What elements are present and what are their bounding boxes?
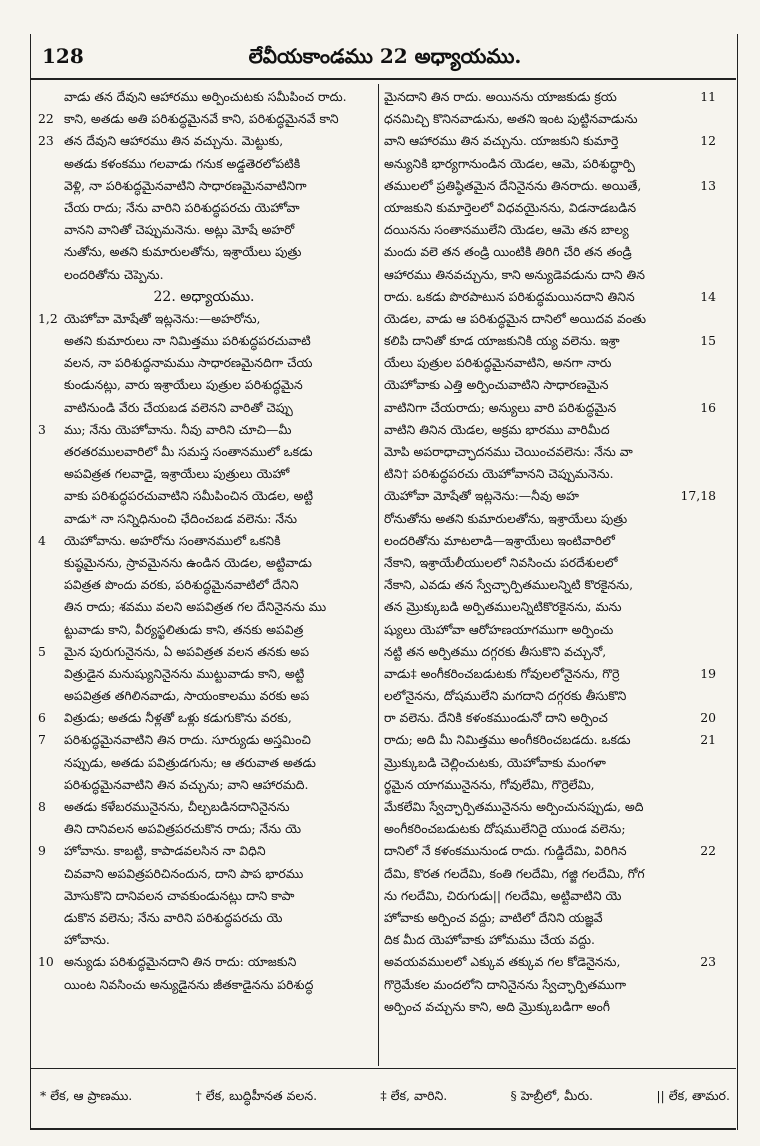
- verse-number: 8: [38, 799, 46, 814]
- text-line: [38, 840, 370, 862]
- footnotes: [40, 1076, 730, 1116]
- text-line: [38, 86, 370, 108]
- text-line: [384, 241, 716, 263]
- header-rule: [30, 78, 736, 80]
- verse-text: చేయ రాదు; నేను వారిని పరిశుద్ధపరచు యెహోవా: [64, 199, 300, 215]
- verse-text: కుష్ఠమైనను, స్రావమైనను ఉండిన యెడల, అట్టివాడు: [64, 554, 312, 570]
- verse-text: ధనమిచ్చి కొనినవాడును, అతని ఇంట పుట్టినవాడును: [384, 111, 638, 127]
- text-line: [38, 907, 370, 929]
- text-line: [384, 596, 716, 618]
- verse-text: మోసుకొని దానివలన చావకుండునట్లు దాని కాపా: [64, 887, 295, 903]
- verse-text: లందరితోను చెప్పెను.: [64, 266, 164, 282]
- verse-number: 5: [38, 643, 46, 659]
- verse-number: 23: [700, 954, 716, 970]
- verse-text: దానిలో నే కళంకమునుండ రాదు. గుడ్డిదేమి, విరిగిన: [384, 843, 627, 859]
- text-line: [384, 463, 716, 485]
- verse-text: టిని† పరిశుద్ధపరచు యెహోవానని చెప్పుమనెను.: [384, 466, 614, 482]
- verse-text: అవయవములలో ఎక్కువ తక్కువ గల కోడెనైనను,: [384, 954, 621, 970]
- text-line: [384, 752, 716, 774]
- verse-text: అన్యుడు పరిశుద్ధమైనదాని తిన రాదు: యాజకుని: [64, 954, 297, 970]
- footnote-rule: [30, 1068, 736, 1069]
- text-line: [384, 707, 716, 729]
- verse-text: మైనదాని తిన రాదు. అయినను యాజకుడు క్రయ: [384, 89, 617, 104]
- text-line: [384, 219, 716, 241]
- verse-number: 10: [38, 954, 54, 970]
- verse-text: నేకాని, ఇశ్రాయేలీయులలో నివసించు పరదేశులలో: [384, 554, 618, 570]
- verse-number: 14: [700, 288, 716, 304]
- verse-number: 13: [700, 177, 716, 193]
- verse-number: 6: [38, 710, 46, 726]
- text-line: [38, 707, 370, 729]
- verse-text: ర్థమైన యాగమునైనను, గోవులేమి, గొర్రెలేమి,: [384, 776, 595, 792]
- verse-number: 20: [700, 710, 716, 726]
- footnote: † లేక, బుద్ధిహీనత వలన.: [195, 1088, 318, 1103]
- verse-text: తములలో ప్రతిష్ఠితమైన దేనినైనను తినరాదు. అయితే,: [384, 177, 642, 193]
- verse-text: ము; నేను యెహోవాను. నీవు వారిని చూచి—మీ: [64, 421, 292, 437]
- verse-number: 1,2: [38, 310, 58, 326]
- text-line: [38, 330, 370, 352]
- text-line: [384, 663, 716, 685]
- text-line: [38, 441, 370, 463]
- text-line: [38, 286, 370, 308]
- text-line: [38, 752, 370, 774]
- text-line: [38, 153, 370, 175]
- text-line: [38, 108, 370, 130]
- text-line: [384, 974, 716, 996]
- text-line: [38, 219, 370, 241]
- verse-number: 22: [38, 111, 54, 127]
- bottom-rule: [30, 1128, 736, 1130]
- chapter-heading: 22. అధ్యాయము.: [153, 288, 255, 305]
- verse-text: వలన, నా పరిశుద్ధనామము సాధారణమైనదిగా చేయ: [64, 355, 313, 371]
- text-line: [384, 885, 716, 907]
- verse-text: పవిత్రత పొందు వరకు, పరిశుద్ధమైనవాటిలో దేనిని: [64, 577, 299, 593]
- verse-text: వానని వానితో చెప్పుమనెను. అట్లు మోషే అహరో: [64, 222, 295, 238]
- text-line: [38, 929, 370, 951]
- text-line: [38, 175, 370, 197]
- verse-number: 17,18: [680, 488, 716, 504]
- verse-text: తన మ్రొక్కుబడి అర్పితములన్నిటికొరకైనను, మను: [384, 599, 622, 615]
- verse-text: కాని, అతడు అతి పరిశుద్ధమైనవే కాని, పరిశుద్ధమైనవే కాని: [64, 111, 339, 127]
- text-line: [384, 574, 716, 596]
- text-line: [38, 574, 370, 596]
- text-line: [38, 685, 370, 707]
- text-line: [38, 508, 370, 530]
- verse-text: దేమి, కొరత గలదేమి, కంతి గలదేమి, గజ్జి గలదేమి, గోగ: [384, 865, 645, 881]
- text-line: [38, 485, 370, 507]
- text-line: [384, 108, 716, 130]
- text-line: [384, 685, 716, 707]
- text-line: [384, 552, 716, 574]
- text-line: [384, 840, 716, 862]
- footnote: § హెబ్రీలో, మీరు.: [510, 1088, 594, 1103]
- verse-text: హోవాకు అర్పించ వద్దు; వాటిలో దేనిని యజ్ఞవే: [384, 909, 603, 925]
- verse-number: 9: [38, 843, 46, 859]
- text-line: [38, 308, 370, 330]
- text-line: [384, 818, 716, 840]
- text-line: [384, 308, 716, 330]
- verse-text: యాజకుని కుమార్తెలలో విధవయైనను, విడనాడబడిన: [384, 199, 637, 215]
- verse-text: వెళ్లి, నా పరిశుద్ధమైనవాటిని సాధారణమైనవాటినిగా: [64, 177, 307, 193]
- text-line: [384, 907, 716, 929]
- text-line: [384, 286, 716, 308]
- verse-text: పరిశుద్ధమైనవాటిని తిన రాదు. సూర్యుడు అస్తమించి: [64, 732, 311, 748]
- column-divider: [378, 84, 379, 1066]
- verse-number: 23: [38, 133, 54, 149]
- verse-text: ట్టువాడు కాని, వీర్యస్ఖలితుడు కాని, తనకు అపవిత్ర: [64, 621, 304, 637]
- footnote: ‡ లేక, వారిని.: [380, 1088, 448, 1103]
- text-line: [38, 729, 370, 751]
- verse-text: మోపి అపరాధాచ్ఛాదనము చెయించవలెను: నేను వా: [384, 444, 633, 459]
- verse-text: లందరితోను మాటలాడి—ఇశ్రాయేలు ఇంటివారిలో: [384, 532, 615, 548]
- text-line: [38, 197, 370, 219]
- text-line: [38, 641, 370, 663]
- verse-text: వాటినిగా చేయరాదు; అన్యులు వారి పరిశుద్ధమైన: [384, 399, 617, 415]
- verse-text: యేలు పుత్రుల పరిశుద్ధమైనవాటిని, అనగా నారు: [384, 355, 612, 371]
- text-line: [384, 374, 716, 396]
- text-line: [384, 264, 716, 286]
- text-line: [384, 996, 716, 1018]
- text-line: [38, 374, 370, 396]
- verse-text: తన దేవుని ఆహారము తిన వచ్చును. మెట్టుకు,: [64, 133, 284, 149]
- verse-text: లలోనైనను, దోషములేని మగదాని దగ్గరకు తీసుకొని: [384, 688, 627, 704]
- verse-text: నట్టి తన అర్పితము దగ్గరకు తీసుకొని వచ్చునో,: [384, 643, 607, 659]
- text-line: [384, 485, 716, 507]
- verse-text: వాని ఆహారము తిన వచ్చును. యాజకుని కుమార్తె: [384, 133, 619, 149]
- verse-text: యెడల, వాడు ఆ పరిశుద్ధమైన దానిలో అయిదవ వంతు: [384, 310, 646, 326]
- verse-text: రాదు; అది మీ నిమిత్తము అంగీకరించబడదు. ఒకడు: [384, 732, 631, 748]
- verse-text: పరిశుద్ధమైనవాటిని తిన వచ్చును; వాని ఆహారమది.: [64, 776, 309, 792]
- verse-text: గొర్రెమేకల మందలోని దానినైనను స్వేచ్ఛార్పితముగా: [384, 976, 627, 992]
- text-line: [38, 663, 370, 685]
- verse-text: రాదు. ఒకడు పొరపాటున పరిశుద్ధమయినదాని తినిన: [384, 288, 635, 304]
- text-line: [384, 863, 716, 885]
- verse-number: 15: [700, 333, 716, 349]
- verse-text: దయినను సంతానములేని యెడల, ఆమె తన బాల్య: [384, 222, 629, 238]
- text-line: [384, 352, 716, 374]
- verse-number: 7: [38, 732, 46, 748]
- footnote: * లేక, ఆ ప్రాణము.: [40, 1088, 133, 1103]
- verse-text: హోవాను.: [64, 932, 110, 948]
- text-line: [384, 774, 716, 796]
- verse-number: 19: [700, 665, 716, 681]
- verse-text: మ్రొక్కుబడి చెల్లించుటకు, యెహోవాకు మంగళా: [384, 754, 606, 770]
- running-title: లేవీయకాండము 22 అధ్యాయము.: [248, 44, 522, 68]
- text-line: [38, 397, 370, 419]
- text-line: [38, 974, 370, 996]
- verse-text: వాటినుండి వేరు చేయబడ వలెనని వారితో చెప్పు: [64, 399, 293, 415]
- verse-number: 16: [700, 399, 716, 415]
- text-line: [38, 352, 370, 374]
- text-line: [38, 619, 370, 641]
- verse-text: రోనుతోను అతని కుమారులతోను, ఇశ్రాయేలు పుత్రు: [384, 510, 628, 526]
- verse-text: అపవిత్రత తగిలినవాడు, సాయంకాలము వరకు అప: [64, 688, 310, 704]
- verse-number: 12: [700, 133, 716, 149]
- verse-text: తిని దానివలన అపవిత్రపరచుకొన రాదు; నేను యె: [64, 821, 301, 837]
- text-line: [38, 774, 370, 796]
- text-line: [384, 508, 716, 530]
- left-column: [38, 86, 370, 996]
- verse-text: మందు వలె తన తండ్రి యింటికి తిరిగి చేరి తన తండ్రి: [384, 244, 632, 260]
- verse-text: వాటిని తినిన యెడల, అక్రమ భారము వారిమీద: [384, 421, 610, 437]
- text-line: [384, 397, 716, 419]
- verse-text: దిక మీద యెహోవాకు హోమము చేయ వద్దు.: [384, 932, 595, 948]
- verse-text: వాడు తన దేవుని ఆహారము అర్పించుటకు సమీపించ రాదు.: [64, 89, 347, 104]
- verse-number: 21: [700, 732, 716, 748]
- text-line: [38, 419, 370, 441]
- verse-text: తిన రాదు; శవము వలని అపవిత్రత గల దేనినైనను ము: [64, 599, 327, 615]
- verse-text: నప్పుడు, అతడు పవిత్రుడగును; ఆ తరువాత అతడు: [64, 754, 316, 770]
- text-line: [384, 929, 716, 951]
- verse-text: అర్పించ వచ్చును కాని, అది మ్రొక్కుబడిగా అంగీ: [384, 998, 611, 1014]
- page-number: 128: [42, 44, 84, 68]
- text-line: [38, 530, 370, 552]
- verse-text: అతడు కళేబరమునైనను, చీల్చబడినదానినైనను: [64, 799, 290, 814]
- text-line: [384, 641, 716, 663]
- verse-text: హోవాను. కాబట్టి, కాపాడవలసిన నా విధిని: [64, 843, 266, 859]
- verse-number: 3: [38, 421, 46, 437]
- verse-text: డుకొన వలెను; నేను వారిని పరిశుద్ధపరచు యె: [64, 909, 283, 925]
- footnote: || లేక, తామర.: [656, 1088, 730, 1103]
- verse-text: యెహోవా మోషేతో ఇట్లనెను:—నీవు అహ: [384, 488, 579, 504]
- verse-text: అతని కుమారులు నా నిమిత్తము పరిశుద్ధపరచువాటి: [64, 333, 311, 349]
- text-line: [384, 441, 716, 463]
- verse-text: వాకు పరిశుద్ధపరచువాటిని సమీపించిన యెడల, అట్టి: [64, 488, 314, 504]
- text-line: [38, 552, 370, 574]
- verse-text: అతడు కళంకము గలవాడు గనుక అడ్డతెరలోపటికి: [64, 155, 301, 171]
- verse-number: 4: [38, 532, 46, 548]
- text-line: [38, 463, 370, 485]
- verse-text: చివవాని అపవిత్రపరిచినందున, దాని పాప భారము: [64, 865, 304, 881]
- page-header: [40, 40, 730, 72]
- verse-text: తరతరములవారిలో మీ సమస్త సంతానములో ఒకడు: [64, 444, 313, 459]
- verse-text: రా వలెను. దేనికి కళంకముండునో దాని అర్పించ: [384, 710, 608, 726]
- text-line: [384, 197, 716, 219]
- verse-text: విత్రుడు; అతడు నీళ్లతో ఒళ్లు కడుగుకొను వరకు,: [64, 710, 292, 726]
- verse-text: యెహోవా మోషేతో ఇట్లనెను:—అహరోను,: [64, 310, 261, 326]
- text-line: [384, 796, 716, 818]
- verse-text: కుండునట్లు, వారు ఇశ్రాయేలు పుత్రుల పరిశుద్ధమైన: [64, 377, 303, 393]
- verse-text: వాడు‡ అంగీకరించబడుటకు గోవులలోనైనను, గొర్రె: [384, 665, 620, 681]
- text-line: [38, 796, 370, 818]
- text-line: [38, 885, 370, 907]
- verse-text: ష్యులు యెహోవా ఆరోహణయాగముగా అర్పించు: [384, 621, 614, 637]
- verse-text: విత్రుడైన మనుష్యునినైనను ముట్టువాడు కాని, అట్టి: [64, 665, 305, 681]
- verse-text: నేకాని, ఎవడు తన స్వేచ్ఛార్పితములన్నిటి కొరకైనను,: [384, 577, 634, 593]
- text-line: [384, 619, 716, 641]
- verse-number: 11: [700, 89, 716, 104]
- text-line: [384, 330, 716, 352]
- verse-text: యెహోవాకు ఎత్తి అర్పించువాటిని సాధారణమైన: [384, 377, 609, 393]
- verse-text: మైన పురుగునైనను, ఏ అపవిత్రత వలన తనకు అప: [64, 643, 310, 659]
- text-line: [38, 818, 370, 840]
- verse-text: ఆహారము తినవచ్చును, కాని అన్యుడెవడును దాని తిన: [384, 266, 645, 282]
- verse-text: మేకలేమి స్వేచ్ఛార్పితమునైనను అర్పించునప్పుడు, అది: [384, 799, 644, 814]
- text-line: [384, 86, 716, 108]
- text-line: [384, 530, 716, 552]
- text-line: [384, 153, 716, 175]
- verse-text: అపవిత్రత గలవాడై, ఇశ్రాయేలు పుత్రులు యెహో: [64, 466, 290, 482]
- verse-text: యెహోవాను. అహరోను సంతానములో ఒకనికి: [64, 532, 281, 548]
- text-line: [38, 863, 370, 885]
- text-line: [384, 130, 716, 152]
- verse-number: 22: [700, 843, 716, 859]
- text-line: [38, 241, 370, 263]
- text-line: [384, 951, 716, 973]
- text-line: [38, 951, 370, 973]
- verse-text: నుతోను, అతని కుమారులతోను, ఇశ్రాయేలు పుత్రు: [64, 244, 302, 260]
- text-line: [38, 130, 370, 152]
- right-column: [384, 86, 716, 1018]
- text-line: [384, 419, 716, 441]
- verse-text: అన్యునికి భార్యగానుండిన యెడల, ఆమె, పరిశుద్ధార్పి: [384, 155, 635, 171]
- verse-text: ను గలదేమి, చిరుగుడు|| గలదేమి, అట్టివాటిని యె: [384, 887, 622, 903]
- verse-text: వాడు* నా సన్నిధినుంచి ఛేదించబడ వలెను: నేను: [64, 510, 298, 526]
- text-line: [384, 729, 716, 751]
- verse-text: యింట నివసించు అన్యుడైనను జీతకాడైనను పరిశుద్ధ: [64, 976, 314, 992]
- verse-text: అంగీకరించబడుటకు దోషములేనిదై యుండ వలెను;: [384, 821, 626, 837]
- text-line: [38, 264, 370, 286]
- verse-text: కలిపి దానితో కూడ యాజకునికి య్య వలెను. ఇశ్రా: [384, 333, 620, 349]
- text-line: [384, 175, 716, 197]
- text-line: [38, 596, 370, 618]
